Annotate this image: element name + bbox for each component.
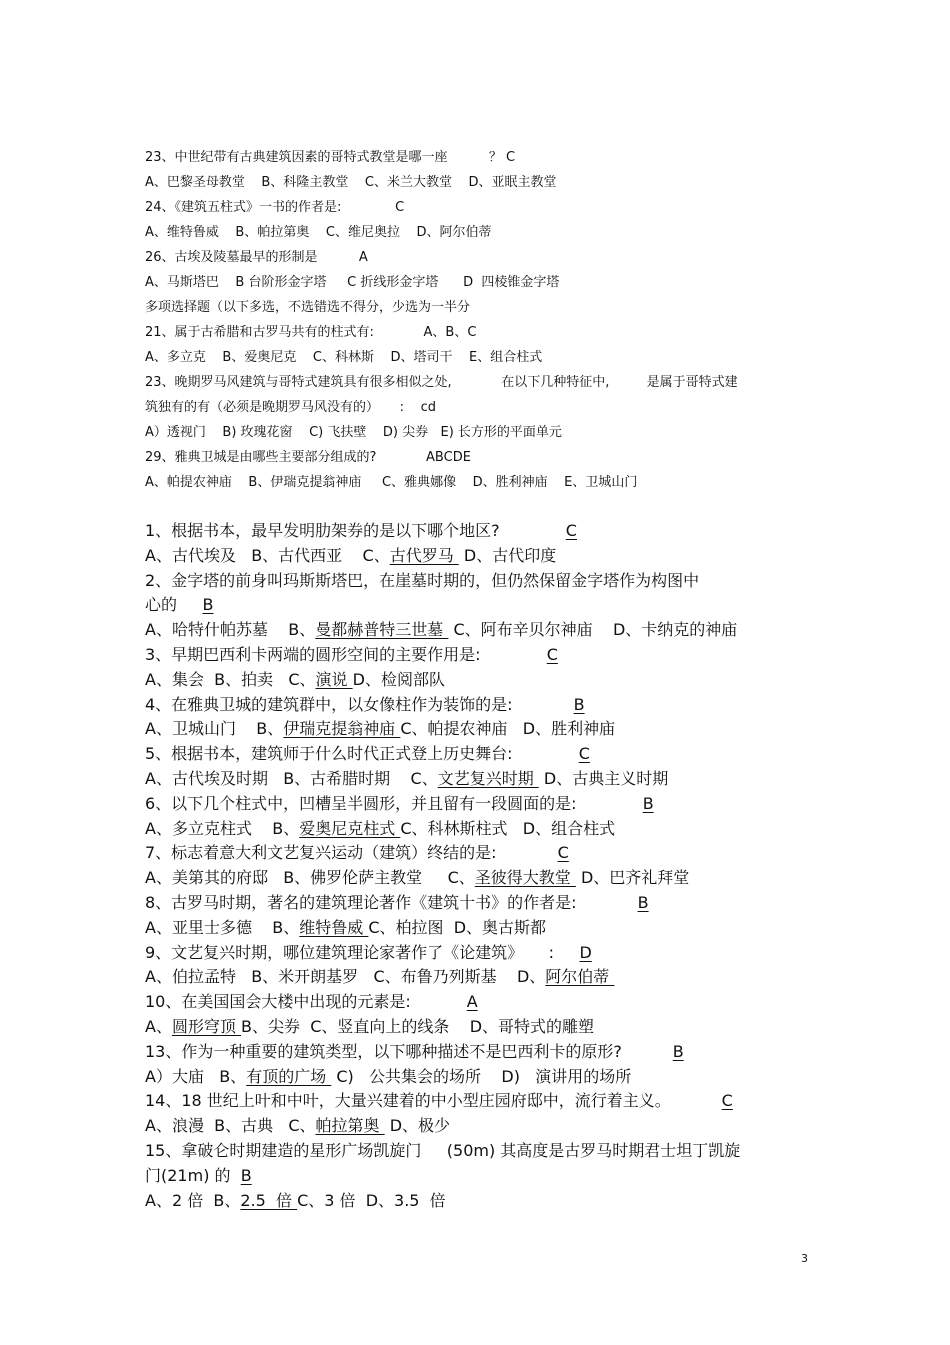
text-line	[145, 816, 615, 839]
text-segment: 15、拿破仑时期建造的星形广场凯旋门 (50m) 其高度是古罗马时期君士坦丁凯旋	[145, 1141, 741, 1160]
text-segment: A、古代埃及 B、古代西亚 C、	[145, 545, 390, 565]
text-line	[145, 196, 404, 215]
text-line	[145, 642, 558, 665]
underlined-answer: C	[565, 521, 577, 540]
text-line	[145, 1188, 446, 1211]
page-number: 3	[801, 1252, 808, 1265]
text-segment: D、极少	[384, 1116, 451, 1136]
underlined-answer: 爱奥尼克柱式	[299, 818, 401, 838]
text-segment: C、柏拉图 D、奥古斯都	[368, 917, 547, 937]
text-segment: 9、文艺复兴时期，哪位建筑理论家著作了《论建筑》 :	[145, 942, 580, 962]
underlined-answer: B	[573, 694, 585, 714]
text-segment: A）透视门 B) 玫瑰花窗 C) 飞扶壁 D) 尖券 E) 长方形的平面单元	[145, 425, 562, 440]
text-line	[145, 271, 559, 290]
text-line	[145, 1014, 594, 1037]
text-segment: 24、《建筑五柱式》一书的作者是: C	[145, 200, 405, 215]
text-segment: A、浪漫 B、古典 C、	[145, 1116, 316, 1136]
text-segment: 23、晚期罗马风建筑与哥特式建筑具有很多相似之处, 在以下几种特征中, 是属于哥特式建	[145, 375, 738, 390]
underlined-answer: 有顶的广场	[246, 1066, 332, 1086]
text-line	[145, 1064, 631, 1087]
text-segment: C) 公共集会的场所 D) 演讲用的场所	[331, 1066, 632, 1086]
text-segment: C、科林斯柱式 D、组合柱式	[400, 818, 616, 838]
text-line	[145, 766, 668, 789]
underlined-answer: B	[642, 793, 654, 813]
text-segment: 13、作为一种重要的建筑类型，以下哪种描述不是巴西利卡的原形?	[145, 1041, 673, 1061]
underlined-answer: C	[578, 744, 590, 764]
text-segment: 多项选择题（以下多选，不选错选不得分，少选为一半分	[145, 300, 471, 315]
text-line	[145, 1138, 740, 1161]
text-segment: 筑独有的有（必须是晚期罗马风没有的） : cd	[145, 400, 436, 415]
text-segment: A、多立克 B、爱奥尼克 C、科林斯 D、塔司干 E、组合柱式	[145, 350, 543, 365]
text-line	[145, 964, 614, 987]
text-segment: 21、属于古希腊和古罗马共有的柱式有: A、B、C	[145, 325, 477, 340]
text-segment: C、阿布辛贝尔神庙 D、卡纳克的神庙	[448, 620, 738, 640]
text-line	[145, 321, 476, 340]
text-line	[145, 346, 542, 365]
underlined-answer: B	[637, 893, 649, 912]
underlined-answer: C	[721, 1091, 733, 1111]
text-segment: A、马斯塔巴 B 台阶形金字塔 C 折线形金字塔 D 四棱锥金字塔	[145, 275, 560, 290]
text-line	[145, 667, 445, 690]
text-line	[145, 446, 471, 465]
underlined-answer: B	[672, 1041, 684, 1061]
text-line	[145, 246, 368, 265]
underlined-answer: B	[240, 1165, 252, 1185]
underlined-answer: B	[202, 595, 214, 615]
text-line	[145, 543, 556, 566]
text-segment: A、集会 B、拍卖 C、	[145, 669, 316, 689]
text-line	[145, 146, 515, 165]
text-segment: D、古代印度	[458, 545, 557, 565]
underlined-answer: 古代罗马	[389, 545, 459, 565]
text-segment: 6、以下几个柱式中，凹槽呈半圆形，并且留有一段圆面的是:	[145, 793, 643, 813]
text-line	[145, 592, 213, 615]
underlined-answer: 圆形穹顶	[171, 1017, 242, 1036]
text-segment: D、巴齐礼拜堂	[575, 868, 690, 888]
text-line	[145, 396, 436, 415]
text-segment: A、亚里士多德 B、	[145, 917, 300, 937]
text-line	[145, 171, 557, 190]
text-segment: 23、中世纪带有古典建筑因素的哥特式教堂是哪一座 ？ C	[145, 150, 516, 165]
text-line	[145, 1039, 684, 1062]
text-segment: A、	[145, 1017, 172, 1036]
text-segment: 8、古罗马时期，著名的建筑理论著作《建筑十书》的作者是:	[145, 893, 638, 912]
underlined-answer: 2.5 倍	[240, 1190, 298, 1210]
text-segment: B、尖券 C、竖直向上的线条 D、哥特式的雕塑	[241, 1017, 595, 1036]
text-line	[145, 617, 737, 640]
text-line	[145, 989, 478, 1012]
underlined-answer: 阿尔伯蒂	[545, 967, 615, 987]
text-segment: 1、根据书本，最早发明肋架券的是以下哪个地区?	[145, 521, 566, 540]
text-line	[145, 371, 738, 390]
text-line	[145, 890, 649, 913]
text-segment: 3、早期巴西利卡两端的圆形空间的主要作用是:	[145, 645, 547, 664]
text-line	[145, 865, 689, 888]
text-line	[145, 471, 637, 490]
underlined-answer: 维特鲁威	[299, 917, 369, 937]
text-segment: A、哈特什帕苏墓 B、	[145, 620, 316, 640]
text-line	[145, 1088, 733, 1111]
text-segment: A、古代埃及时期 B、古希腊时期 C、	[145, 769, 438, 788]
underlined-answer: 曼都赫普特三世墓	[315, 620, 449, 640]
underlined-answer: A	[466, 992, 478, 1012]
text-line	[145, 692, 585, 715]
text-line	[145, 221, 492, 240]
underlined-answer: C	[557, 843, 569, 863]
text-line	[145, 568, 699, 591]
text-line	[145, 421, 562, 440]
text-segment: C、帕提农神庙 D、胜利神庙	[400, 719, 616, 739]
text-segment: 2、金字塔的前身叫玛斯斯塔巴，在崖墓时期的，但仍然保留金字塔作为构图中	[145, 570, 700, 590]
text-line	[145, 791, 654, 814]
text-segment: 14、18 世纪上叶和中叶，大量兴建着的中小型庄园府邸中，流行着主义。	[145, 1091, 722, 1111]
underlined-answer: C	[546, 645, 558, 664]
text-segment: 5、根据书本，建筑师于什么时代正式登上历史舞台:	[145, 744, 579, 764]
text-line	[145, 518, 577, 541]
text-segment: A、巴黎圣母教堂 B、科隆主教堂 C、米兰大教堂 D、亚眠主教堂	[145, 175, 557, 190]
text-segment: A、美第其的府邸 B、佛罗伦萨主教堂 C、	[145, 868, 475, 888]
text-segment: C、3 倍 D、3.5 倍	[297, 1190, 446, 1210]
underlined-answer: 帕拉第奥	[315, 1116, 385, 1136]
underlined-answer: 圣彼得大教堂	[474, 868, 576, 888]
text-segment: 4、在雅典卫城的建筑群中，以女像柱作为装饰的是:	[145, 694, 574, 714]
text-line	[145, 1163, 252, 1186]
underlined-answer: 伊瑞克提翁神庙	[283, 719, 401, 739]
text-segment: 门(21m) 的	[145, 1165, 241, 1185]
text-segment: 10、在美国国会大楼中出现的元素是:	[145, 992, 467, 1012]
text-line	[145, 940, 592, 963]
text-segment: 26、古埃及陵墓最早的形制是 A	[145, 250, 368, 265]
underlined-answer: 文艺复兴时期	[437, 769, 539, 788]
text-segment: A、多立克柱式 B、	[145, 818, 300, 838]
text-segment: 7、标志着意大利文艺复兴运动（建筑）终结的是:	[145, 843, 558, 863]
underlined-answer: D	[579, 942, 592, 962]
text-segment: A、卫城山门 B、	[145, 719, 284, 739]
text-line	[145, 915, 546, 938]
text-segment: A、维特鲁威 B、帕拉第奥 C、维尼奥拉 D、阿尔伯蒂	[145, 225, 492, 240]
text-line	[145, 840, 569, 863]
text-line	[145, 716, 615, 739]
text-segment: A、伯拉孟特 B、米开朗基罗 C、布鲁乃列斯基 D、	[145, 967, 546, 987]
text-segment: A、2 倍 B、	[145, 1190, 241, 1210]
text-line	[145, 1113, 450, 1136]
text-line	[145, 296, 470, 315]
text-segment: D、检阅部队	[352, 669, 445, 689]
text-segment: A）大庙 B、	[145, 1066, 247, 1086]
text-segment: 心的	[145, 595, 203, 615]
text-segment: D、古典主义时期	[538, 769, 669, 788]
text-line	[145, 741, 590, 764]
text-segment: A、帕提农神庙 B、伊瑞克提翁神庙 C、雅典娜像 D、胜利神庙 E、卫城山门	[145, 475, 638, 490]
underlined-answer: 演说	[315, 669, 353, 689]
text-segment: 29、雅典卫城是由哪些主要部分组成的? ABCDE	[145, 450, 471, 465]
